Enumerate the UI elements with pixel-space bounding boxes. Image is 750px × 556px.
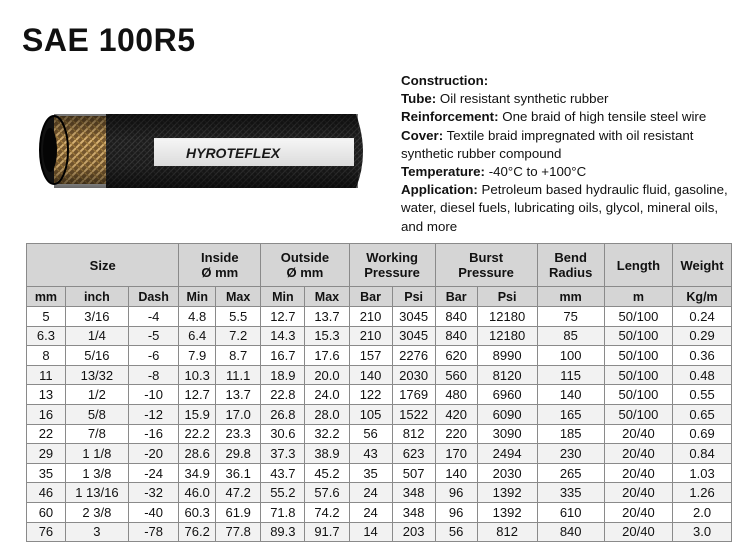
table-cell: 6.4 bbox=[179, 326, 216, 346]
table-cell: 56 bbox=[349, 424, 392, 444]
table-cell: 3045 bbox=[392, 307, 435, 327]
table-cell: 77.8 bbox=[216, 522, 261, 542]
header-working-pressure: Working Pressure bbox=[349, 244, 435, 287]
table-cell: 12180 bbox=[477, 307, 537, 327]
table-cell: 348 bbox=[392, 502, 435, 522]
table-cell: 100 bbox=[537, 346, 604, 366]
table-cell: 45.2 bbox=[305, 463, 349, 483]
table-cell: 16 bbox=[27, 404, 66, 424]
table-cell: 8.7 bbox=[216, 346, 261, 366]
table-cell: 24 bbox=[349, 483, 392, 503]
table-cell: 89.3 bbox=[261, 522, 305, 542]
spec-application: Application: Petroleum based hydraulic fluid, gasoline, water, diesel fuels, lubricating oils, glycol, mineral oils, and more bbox=[401, 182, 728, 234]
table-row bbox=[27, 444, 732, 464]
table-cell: 60.3 bbox=[179, 502, 216, 522]
table-cell: 3.0 bbox=[673, 522, 732, 542]
table-row bbox=[27, 307, 732, 327]
table-cell: 24.0 bbox=[305, 385, 349, 405]
table-cell: 60 bbox=[27, 502, 66, 522]
table-cell: 20/40 bbox=[604, 522, 672, 542]
table-cell: 20/40 bbox=[604, 483, 672, 503]
table-cell: 50/100 bbox=[604, 404, 672, 424]
table-cell: 17.6 bbox=[305, 346, 349, 366]
table-cell: 2030 bbox=[477, 463, 537, 483]
table-cell: 812 bbox=[477, 522, 537, 542]
table-cell: 140 bbox=[537, 385, 604, 405]
table-cell: 420 bbox=[435, 404, 477, 424]
table-cell: 1522 bbox=[392, 404, 435, 424]
table-row bbox=[27, 522, 732, 542]
table-cell: 840 bbox=[537, 522, 604, 542]
table-cell: 210 bbox=[349, 307, 392, 327]
table-cell: 32.2 bbox=[305, 424, 349, 444]
table-cell: 28.6 bbox=[179, 444, 216, 464]
table-cell: 1 3/8 bbox=[65, 463, 128, 483]
table-cell: 7.2 bbox=[216, 326, 261, 346]
subheader-cell: m bbox=[604, 287, 672, 307]
table-cell: -5 bbox=[128, 326, 178, 346]
table-cell: 36.1 bbox=[216, 463, 261, 483]
table-cell: 115 bbox=[537, 365, 604, 385]
table-cell: 34.9 bbox=[179, 463, 216, 483]
table-cell: 0.69 bbox=[673, 424, 732, 444]
table-cell: 23.3 bbox=[216, 424, 261, 444]
subheader-cell: mm bbox=[537, 287, 604, 307]
table-cell: 210 bbox=[349, 326, 392, 346]
table-cell: 20/40 bbox=[604, 463, 672, 483]
table-cell: 3/16 bbox=[65, 307, 128, 327]
table-cell: 0.24 bbox=[673, 307, 732, 327]
table-cell: 20/40 bbox=[604, 444, 672, 464]
header-length: Length bbox=[604, 244, 672, 287]
table-row bbox=[27, 502, 732, 522]
table-row bbox=[27, 483, 732, 503]
table-cell: 5.5 bbox=[216, 307, 261, 327]
subheader-cell: Max bbox=[305, 287, 349, 307]
table-cell: 3045 bbox=[392, 326, 435, 346]
table-cell: 22.2 bbox=[179, 424, 216, 444]
table-cell: 105 bbox=[349, 404, 392, 424]
table-cell: 43.7 bbox=[261, 463, 305, 483]
table-cell: 11.1 bbox=[216, 365, 261, 385]
table-cell: 13 bbox=[27, 385, 66, 405]
table-cell: -8 bbox=[128, 365, 178, 385]
table-cell: 7/8 bbox=[65, 424, 128, 444]
table-cell: 13.7 bbox=[216, 385, 261, 405]
table-cell: 29 bbox=[27, 444, 66, 464]
table-cell: 157 bbox=[349, 346, 392, 366]
table-cell: 2276 bbox=[392, 346, 435, 366]
table-cell: 1769 bbox=[392, 385, 435, 405]
table-cell: 11 bbox=[27, 365, 66, 385]
table-cell: 47.2 bbox=[216, 483, 261, 503]
table-cell: 26.8 bbox=[261, 404, 305, 424]
table-cell: 0.55 bbox=[673, 385, 732, 405]
table-cell: 165 bbox=[537, 404, 604, 424]
table-cell: 507 bbox=[392, 463, 435, 483]
table-cell: 56 bbox=[435, 522, 477, 542]
table-cell: 5 bbox=[27, 307, 66, 327]
table-cell: 12.7 bbox=[261, 307, 305, 327]
table-cell: 348 bbox=[392, 483, 435, 503]
table-cell: 840 bbox=[435, 326, 477, 346]
table-cell: 8 bbox=[27, 346, 66, 366]
table-cell: 14 bbox=[349, 522, 392, 542]
page-title: SAE 100R5 bbox=[22, 22, 196, 58]
construction-spec bbox=[401, 72, 741, 236]
table-cell: -20 bbox=[128, 444, 178, 464]
table-cell: 10.3 bbox=[179, 365, 216, 385]
table-cell: -6 bbox=[128, 346, 178, 366]
table-cell: 203 bbox=[392, 522, 435, 542]
subheader-cell: Max bbox=[216, 287, 261, 307]
table-cell: 1/2 bbox=[65, 385, 128, 405]
table-cell: 5/8 bbox=[65, 404, 128, 424]
table-cell: 840 bbox=[435, 307, 477, 327]
table-row bbox=[27, 385, 732, 405]
subheader-cell: inch bbox=[65, 287, 128, 307]
table-cell: 55.2 bbox=[261, 483, 305, 503]
table-row bbox=[27, 424, 732, 444]
table-cell: 22 bbox=[27, 424, 66, 444]
table-cell: 2 3/8 bbox=[65, 502, 128, 522]
table-cell: 35 bbox=[349, 463, 392, 483]
table-cell: 50/100 bbox=[604, 307, 672, 327]
table-cell: 20.0 bbox=[305, 365, 349, 385]
table-cell: 18.9 bbox=[261, 365, 305, 385]
table-cell: 0.36 bbox=[673, 346, 732, 366]
spec-table bbox=[26, 243, 732, 542]
spec-temperature: Temperature: -40°C to +100°C bbox=[401, 164, 587, 180]
table-cell: 14.3 bbox=[261, 326, 305, 346]
spec-reinforcement: Reinforcement: One braid of high tensile steel wire bbox=[401, 109, 707, 125]
table-cell: 3090 bbox=[477, 424, 537, 444]
table-cell: 5/16 bbox=[65, 346, 128, 366]
table-cell: 2030 bbox=[392, 365, 435, 385]
table-cell: 85 bbox=[537, 326, 604, 346]
table-cell: 20/40 bbox=[604, 424, 672, 444]
table-cell: 76 bbox=[27, 522, 66, 542]
header-weight: Weight bbox=[673, 244, 732, 287]
subheader-cell: Bar bbox=[349, 287, 392, 307]
header-bend-radius: Bend Radius bbox=[537, 244, 604, 287]
table-cell: 12180 bbox=[477, 326, 537, 346]
table-row bbox=[27, 404, 732, 424]
table-cell: 220 bbox=[435, 424, 477, 444]
table-cell: 1.26 bbox=[673, 483, 732, 503]
table-cell: 91.7 bbox=[305, 522, 349, 542]
table-cell: 50/100 bbox=[604, 346, 672, 366]
table-cell: 7.9 bbox=[179, 346, 216, 366]
table-cell: -78 bbox=[128, 522, 178, 542]
table-cell: -40 bbox=[128, 502, 178, 522]
subheader-cell: Psi bbox=[477, 287, 537, 307]
subheader-cell: Min bbox=[261, 287, 305, 307]
table-cell: 50/100 bbox=[604, 326, 672, 346]
spec-tube: Tube: Oil resistant synthetic rubber bbox=[401, 91, 609, 107]
table-cell: 170 bbox=[435, 444, 477, 464]
table-cell: 74.2 bbox=[305, 502, 349, 522]
table-cell: 30.6 bbox=[261, 424, 305, 444]
table-cell: -10 bbox=[128, 385, 178, 405]
table-cell: 13.7 bbox=[305, 307, 349, 327]
table-cell: 1/4 bbox=[65, 326, 128, 346]
table-cell: 6960 bbox=[477, 385, 537, 405]
table-cell: -16 bbox=[128, 424, 178, 444]
table-cell: 230 bbox=[537, 444, 604, 464]
table-cell: 50/100 bbox=[604, 385, 672, 405]
table-cell: 8120 bbox=[477, 365, 537, 385]
table-cell: 75 bbox=[537, 307, 604, 327]
subheader-cell: Kg/m bbox=[673, 287, 732, 307]
table-cell: 20/40 bbox=[604, 502, 672, 522]
table-cell: 1392 bbox=[477, 502, 537, 522]
table-cell: 46.0 bbox=[179, 483, 216, 503]
table-cell: 610 bbox=[537, 502, 604, 522]
subheader-cell: Min bbox=[179, 287, 216, 307]
table-cell: 16.7 bbox=[261, 346, 305, 366]
table-cell: 0.65 bbox=[673, 404, 732, 424]
table-cell: 140 bbox=[435, 463, 477, 483]
table-cell: 2494 bbox=[477, 444, 537, 464]
table-cell: 57.6 bbox=[305, 483, 349, 503]
table-cell: 61.9 bbox=[216, 502, 261, 522]
table-cell: 6.3 bbox=[27, 326, 66, 346]
table-cell: 35 bbox=[27, 463, 66, 483]
header-burst-pressure: Burst Pressure bbox=[435, 244, 537, 287]
table-cell: 265 bbox=[537, 463, 604, 483]
table-row bbox=[27, 365, 732, 385]
table-cell: 0.29 bbox=[673, 326, 732, 346]
header-inside: Inside Ø mm bbox=[179, 244, 261, 287]
table-cell: 12.7 bbox=[179, 385, 216, 405]
table-cell: 122 bbox=[349, 385, 392, 405]
table-cell: 0.48 bbox=[673, 365, 732, 385]
table-cell: 96 bbox=[435, 483, 477, 503]
subheader-cell: Dash bbox=[128, 287, 178, 307]
table-cell: 1.03 bbox=[673, 463, 732, 483]
table-cell: 24 bbox=[349, 502, 392, 522]
table-cell: 76.2 bbox=[179, 522, 216, 542]
header-size: Size bbox=[27, 244, 179, 287]
table-cell: 6090 bbox=[477, 404, 537, 424]
table-cell: 620 bbox=[435, 346, 477, 366]
table-cell: 623 bbox=[392, 444, 435, 464]
table-cell: 480 bbox=[435, 385, 477, 405]
table-cell: 29.8 bbox=[216, 444, 261, 464]
table-cell: 560 bbox=[435, 365, 477, 385]
table-cell: 2.0 bbox=[673, 502, 732, 522]
table-row bbox=[27, 463, 732, 483]
table-row bbox=[27, 326, 732, 346]
table-cell: 140 bbox=[349, 365, 392, 385]
table-cell: 185 bbox=[537, 424, 604, 444]
table-cell: 38.9 bbox=[305, 444, 349, 464]
table-cell: 37.3 bbox=[261, 444, 305, 464]
table-cell: 17.0 bbox=[216, 404, 261, 424]
table-cell: 22.8 bbox=[261, 385, 305, 405]
subheader-cell: Psi bbox=[392, 287, 435, 307]
table-cell: 13/32 bbox=[65, 365, 128, 385]
subheader-cell: Bar bbox=[435, 287, 477, 307]
table-cell: 3 bbox=[65, 522, 128, 542]
header-outside: Outside Ø mm bbox=[261, 244, 349, 287]
table-cell: 28.0 bbox=[305, 404, 349, 424]
table-cell: -24 bbox=[128, 463, 178, 483]
table-cell: 96 bbox=[435, 502, 477, 522]
table-cell: 0.84 bbox=[673, 444, 732, 464]
table-cell: 15.9 bbox=[179, 404, 216, 424]
hose-image bbox=[36, 108, 376, 198]
table-cell: 1392 bbox=[477, 483, 537, 503]
table-cell: -4 bbox=[128, 307, 178, 327]
table-cell: 50/100 bbox=[604, 365, 672, 385]
table-cell: 46 bbox=[27, 483, 66, 503]
table-cell: 8990 bbox=[477, 346, 537, 366]
table-cell: 335 bbox=[537, 483, 604, 503]
table-cell: -32 bbox=[128, 483, 178, 503]
table-cell: 1 13/16 bbox=[65, 483, 128, 503]
table-row bbox=[27, 346, 732, 366]
table-cell: 1 1/8 bbox=[65, 444, 128, 464]
table-cell: -12 bbox=[128, 404, 178, 424]
table-cell: 812 bbox=[392, 424, 435, 444]
table-cell: 4.8 bbox=[179, 307, 216, 327]
spec-cover: Cover: Textile braid impregnated with oil resistant synthetic rubber compound bbox=[401, 127, 694, 161]
table-cell: 15.3 bbox=[305, 326, 349, 346]
subheader-cell: mm bbox=[27, 287, 66, 307]
table-cell: 43 bbox=[349, 444, 392, 464]
construction-heading: Construction: bbox=[401, 73, 489, 88]
table-cell: 71.8 bbox=[261, 502, 305, 522]
